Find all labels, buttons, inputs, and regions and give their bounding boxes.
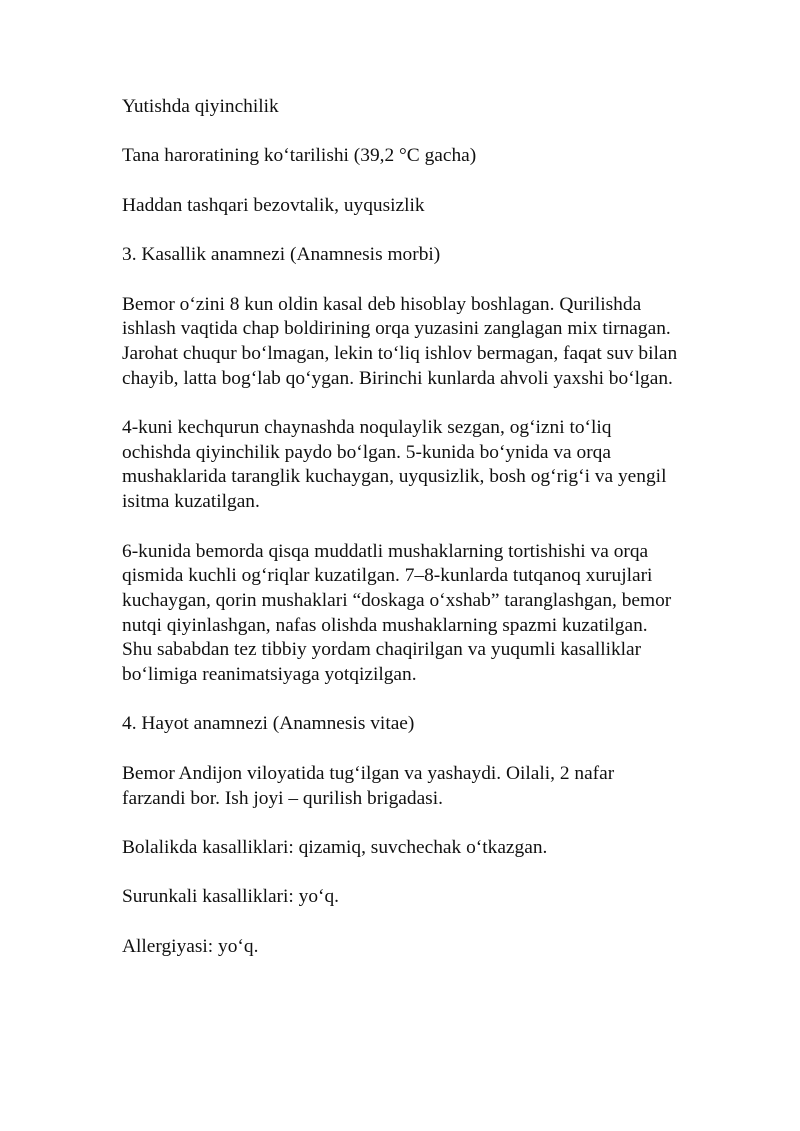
paragraph — [122, 416, 682, 515]
text-line: Yutishda qiyinchilik — [122, 96, 279, 117]
text-line: 4-kuni kechqurun chaynashda noqulaylik sezgan, og‘izni to‘liq — [122, 417, 612, 439]
text-line: Bemor Andijon viloyatida tug‘ilgan va yashaydi. Oilali, 2 nafar — [122, 762, 615, 784]
text-line: Bemor o‘zini 8 kun oldin kasal deb hisoblay boshlagan. — [122, 293, 555, 315]
paragraph — [122, 144, 682, 169]
text-line: 3. Kasallik anamnezi (Anamnesis morbi) — [122, 244, 441, 266]
text-line: farzandi bor. Ish joyi – qurilish brigadasi. — [122, 787, 443, 809]
section-heading — [122, 243, 682, 268]
text-line: yengil isitma kuzatilgan. — [122, 466, 667, 513]
text-line: Surunkali kasalliklari: yo‘q. — [122, 886, 340, 908]
paragraph — [122, 95, 682, 120]
paragraph — [122, 836, 682, 861]
text-line: orqa qismida kuchli og‘riqlar kuzatilgan. 7–8-kunlarda tutqanoq — [122, 540, 649, 587]
text-line: Tana haroratining ko‘tarilishi (39,2 °C gacha) — [122, 145, 477, 167]
document-body — [122, 95, 682, 984]
text-line: xurujlari kuchaygan, qorin mushaklari “doskaga o‘xshab” — [122, 565, 653, 611]
paragraph — [122, 885, 682, 910]
text-line: Allergiyasi: yo‘q. — [122, 935, 259, 957]
paragraph — [122, 293, 682, 392]
text-line: zanglagan mix tirnagan. Jarohat chuqur bo‘lmagan, lekin to‘liq — [122, 318, 671, 364]
paragraph — [122, 762, 682, 811]
text-line: reanimatsiyaga yotqizilgan. — [202, 664, 417, 686]
text-line: Haddan tashqari bezovtalik, uyqusizlik — [122, 194, 425, 216]
text-line: Bolalikda kasalliklari: qizamiq, suvchechak o‘tkazgan. — [122, 836, 548, 858]
text-line: mushaklarida taranglik kuchaygan, uyqusizlik, bosh og‘rig‘i va — [122, 466, 614, 488]
text-line: 6-kunida bemorda qisqa muddatli mushaklarning tortishishi va — [122, 540, 609, 562]
text-line: ishlov bermagan, faqat suv bilan chayib, latta bog‘lab qo‘ygan. — [122, 342, 678, 389]
text-line: mushaklarning spazmi kuzatilgan. Shu sababdan tez tibbiy — [122, 614, 648, 661]
paragraph — [122, 540, 682, 688]
text-line: Birinchi kunlarda ahvoli yaxshi bo‘lgan. — [358, 367, 673, 389]
text-line: yordam chaqirilgan va yuqumli kasalliklar bo‘limiga — [122, 639, 642, 686]
text-line: 4. Hayot anamnezi (Anamnesis vitae) — [122, 713, 415, 735]
paragraph — [122, 935, 682, 960]
text-line: Qurilishda ishlash vaqtida chap boldirining orqa yuzasini — [122, 293, 642, 340]
text-line: ochishda qiyinchilik paydo bo‘lgan. 5-kunida bo‘ynida va orqa — [122, 441, 611, 463]
text-line: taranglashgan, bemor nutqi qiyinlashgan, nafas olishda — [122, 589, 672, 636]
section-heading — [122, 712, 682, 737]
paragraph — [122, 194, 682, 219]
